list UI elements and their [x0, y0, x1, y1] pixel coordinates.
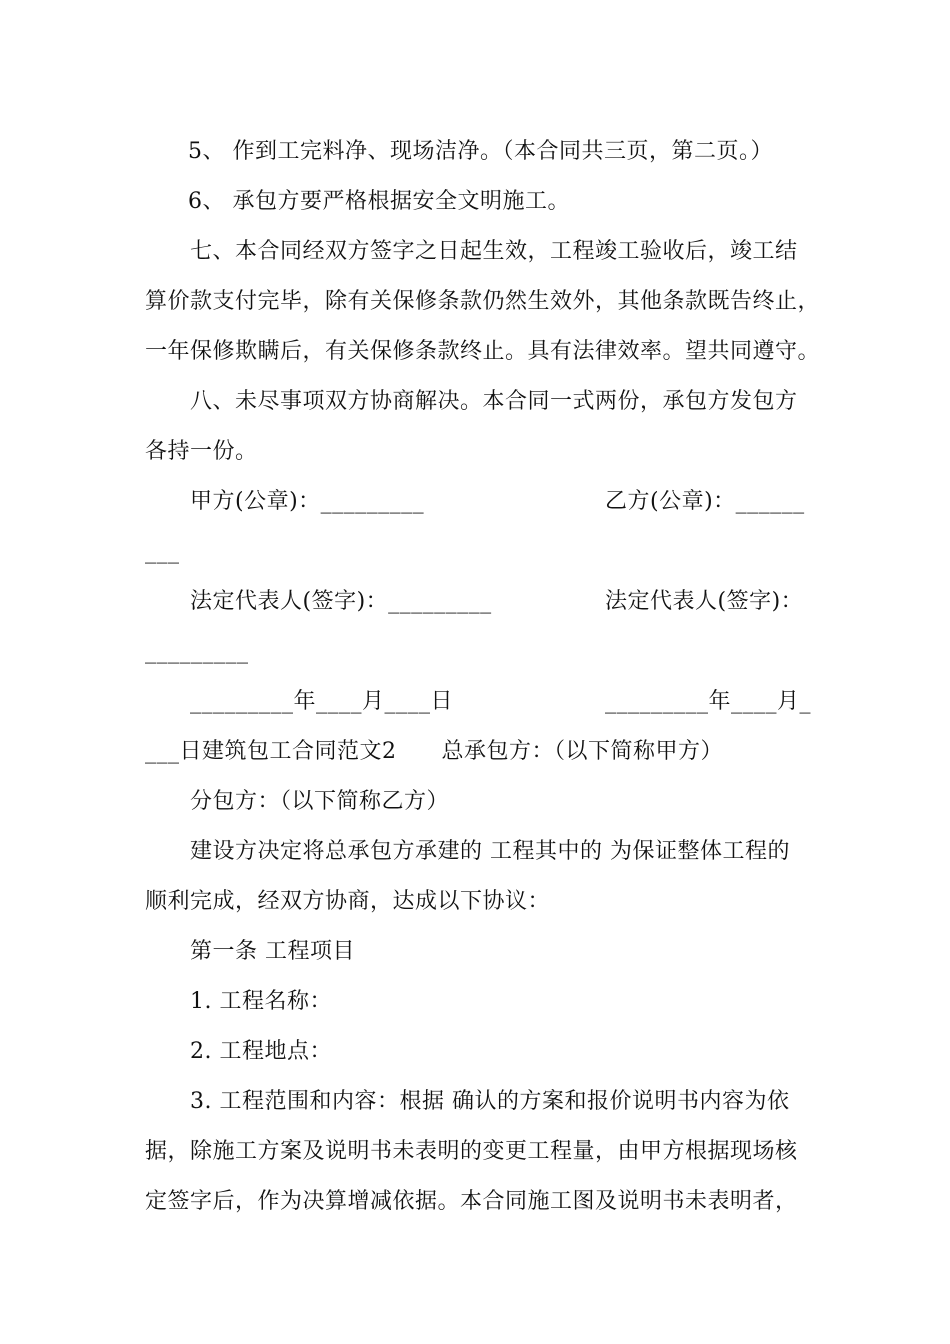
clause-7-line-3: 一年保修欺瞒后，有关保修条款终止。具有法律效率。望共同遵守。 — [145, 339, 821, 364]
item-1: 1. 工程名称： — [190, 989, 332, 1014]
subcontractor-line: 分包方：（以下简称乙方） — [190, 789, 450, 814]
legal-rep-b: 法定代表人(签字)： — [605, 589, 804, 614]
item-3-line-1: 3. 工程范围和内容：根据 确认的方案和报价说明书内容为依 — [190, 1089, 790, 1114]
legal-rep-b-continued: _________ — [145, 639, 249, 664]
party-a-seal: 甲方(公章)：_________ — [190, 489, 425, 514]
legal-rep-a: 法定代表人(签字)：_________ — [190, 589, 492, 614]
clause-6: 6、 承包方要严格根据安全文明施工。 — [188, 189, 570, 214]
party-b-seal-continued: ___ — [145, 539, 180, 564]
intro-line-1: 建设方决定将总承包方承建的 工程其中的 为保证整体工程的 — [190, 839, 790, 864]
clause-7-line-2: 算价款支付完毕，除有关保修条款仍然生效外，其他条款既告终止， — [145, 289, 821, 314]
item-3-line-2: 据，除施工方案及说明书未表明的变更工程量，由甲方根据现场核 — [145, 1139, 798, 1164]
date-a: _________年____月____日 — [190, 689, 454, 714]
article-1-title: 第一条 工程项目 — [190, 939, 355, 964]
intro-line-2: 顺利完成，经双方协商，达成以下协议： — [145, 889, 551, 914]
clause-7-line-1: 七、本合同经双方签字之日起生效，工程竣工验收后，竣工结 — [190, 239, 798, 264]
item-2: 2. 工程地点： — [190, 1039, 332, 1064]
clause-8-line-2: 各持一份。 — [145, 439, 258, 464]
item-3-line-3: 定签字后，作为决算增减依据。本合同施工图及说明书未表明者， — [145, 1189, 798, 1214]
party-b-seal: 乙方(公章)：______ — [605, 489, 805, 514]
date-b-continued-and-contract2-heading: ___日建筑包工合同范文2 总承包方：（以下简称甲方） — [145, 739, 723, 764]
date-b: _________年____月_ — [605, 689, 812, 714]
clause-5: 5、 作到工完料净、现场洁净。（本合同共三页，第二页。） — [188, 139, 773, 164]
clause-8-line-1: 八、未尽事项双方协商解决。本合同一式两份，承包方发包方 — [190, 389, 798, 414]
